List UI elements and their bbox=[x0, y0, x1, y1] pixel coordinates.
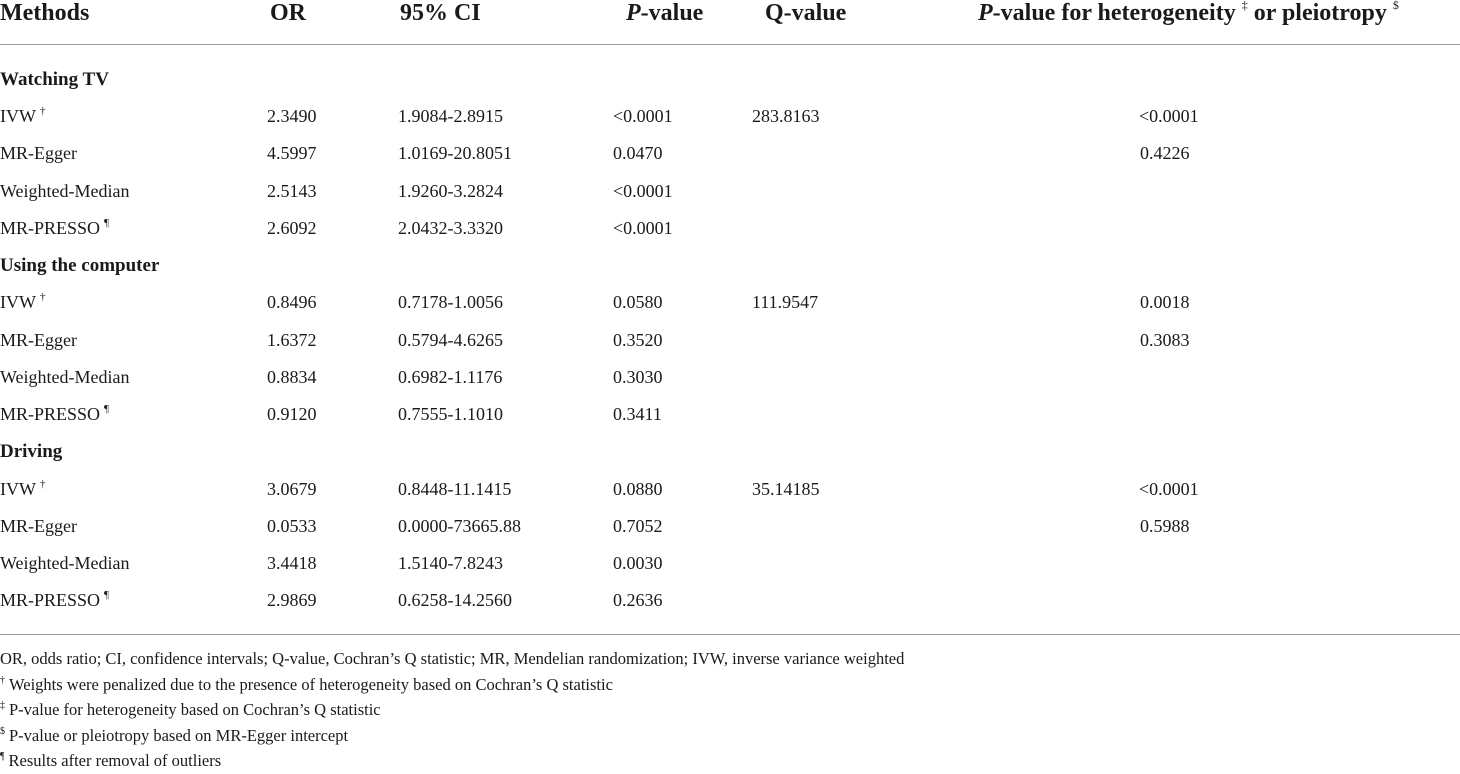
footnote-text: OR, odds ratio; CI, confidence intervals; Q-value, Cochran’s Q statistic; MR, Mendelian randomization; IVW, inverse variance weighted bbox=[0, 649, 905, 668]
cell-ci: 1.0169-20.8051 bbox=[398, 143, 512, 164]
footnote-text: Weights were penalized due to the presence of heterogeneity based on Cochran’s Q statistic bbox=[9, 674, 613, 694]
cell-q-value bbox=[724, 359, 887, 396]
footnote bbox=[0, 723, 1460, 749]
cell-or: 3.0679 bbox=[267, 478, 317, 499]
method-label: IVW bbox=[0, 106, 36, 127]
footnote bbox=[0, 697, 1460, 723]
method-label: Weighted-Median bbox=[0, 553, 130, 574]
cell-p-value: <0.0001 bbox=[613, 180, 673, 201]
header-het-mark1: ‡ bbox=[1241, 0, 1248, 12]
table-bottom-rule bbox=[0, 620, 1460, 635]
footnote bbox=[0, 672, 1460, 698]
cell-heterogeneity bbox=[887, 173, 1460, 210]
footnote-mark: ¶ bbox=[0, 751, 5, 762]
cell-method bbox=[0, 98, 215, 135]
header-q-value: Q-value bbox=[724, 0, 887, 45]
method-label: IVW bbox=[0, 292, 36, 313]
table-row bbox=[0, 321, 1460, 358]
cell-method bbox=[0, 545, 215, 582]
footnote-text: P-value for heterogeneity based on Cochran’s Q statistic bbox=[9, 700, 381, 719]
cell-q-value bbox=[724, 508, 887, 545]
footnote-text: Results after removal of outliers bbox=[8, 751, 222, 770]
method-label: MR-PRESSO bbox=[0, 218, 101, 239]
method-label: Weighted-Median bbox=[0, 180, 130, 201]
cell-q-value bbox=[724, 582, 887, 619]
cell-ci: 1.5140-7.8243 bbox=[398, 553, 503, 574]
cell-or: 0.8496 bbox=[267, 292, 317, 313]
table-row bbox=[0, 135, 1460, 172]
table-row bbox=[0, 173, 1460, 210]
cell-ci: 0.6258-14.2560 bbox=[398, 590, 512, 611]
group-row bbox=[0, 247, 1460, 284]
cell-method bbox=[0, 508, 215, 545]
cell-method bbox=[0, 210, 215, 247]
method-mark: ¶ bbox=[104, 403, 110, 416]
group-row bbox=[0, 433, 1460, 470]
cell-ci: 0.7178-1.0056 bbox=[398, 292, 503, 313]
cell-method bbox=[0, 359, 215, 396]
cell-q-value bbox=[724, 210, 887, 247]
cell-or: 4.5997 bbox=[267, 143, 317, 164]
method-label: MR-PRESSO bbox=[0, 590, 101, 611]
cell-heterogeneity bbox=[887, 582, 1460, 619]
cell-q-value: 111.9547 bbox=[752, 292, 819, 313]
group-row bbox=[0, 61, 1460, 98]
cell-heterogeneity bbox=[887, 359, 1460, 396]
table-row bbox=[0, 210, 1460, 247]
table-row bbox=[0, 396, 1460, 433]
cell-or: 1.6372 bbox=[267, 329, 317, 350]
cell-heterogeneity: 0.4226 bbox=[1140, 143, 1190, 164]
footnote-mark: $ bbox=[0, 725, 5, 737]
cell-heterogeneity: <0.0001 bbox=[1139, 478, 1199, 499]
cell-heterogeneity: 0.0018 bbox=[1140, 292, 1190, 313]
cell-p-value: 0.0580 bbox=[613, 292, 663, 313]
cell-or: 2.9869 bbox=[267, 590, 317, 611]
cell-heterogeneity: 0.5988 bbox=[1140, 515, 1190, 536]
table-row bbox=[0, 582, 1460, 619]
group-title: Driving bbox=[0, 440, 63, 462]
header-row bbox=[0, 0, 1460, 45]
cell-p-value: 0.2636 bbox=[613, 590, 663, 611]
cell-method bbox=[0, 396, 215, 433]
cell-q-value bbox=[724, 173, 887, 210]
method-label: MR-Egger bbox=[0, 143, 77, 164]
header-or: OR bbox=[215, 0, 370, 45]
method-label: MR-PRESSO bbox=[0, 404, 101, 425]
cell-ci: 0.0000-73665.88 bbox=[398, 515, 521, 536]
cell-q-value bbox=[724, 321, 887, 358]
cell-ci: 2.0432-3.3320 bbox=[398, 218, 503, 239]
cell-method bbox=[0, 173, 215, 210]
header-het-p-italic: P bbox=[978, 0, 993, 26]
header-het-mark2: $ bbox=[1392, 0, 1399, 12]
cell-or: 2.3490 bbox=[267, 106, 317, 127]
cell-or: 2.6092 bbox=[267, 218, 317, 239]
cell-q-value bbox=[724, 396, 887, 433]
cell-p-value: 0.3030 bbox=[613, 366, 663, 387]
cell-q-value: 35.14185 bbox=[752, 478, 820, 499]
header-ci: 95% CI bbox=[370, 0, 586, 45]
cell-heterogeneity bbox=[887, 396, 1460, 433]
footnote bbox=[0, 646, 1460, 672]
cell-ci: 1.9084-2.8915 bbox=[398, 106, 503, 127]
method-label: Weighted-Median bbox=[0, 366, 130, 387]
table-row bbox=[0, 284, 1460, 321]
header-p-rest: -value bbox=[640, 0, 704, 26]
table-row bbox=[0, 545, 1460, 582]
table-footnotes bbox=[0, 646, 1460, 774]
table-row bbox=[0, 359, 1460, 396]
footnote bbox=[0, 748, 1460, 774]
method-mark: ¶ bbox=[104, 589, 110, 602]
group-title: Watching TV bbox=[0, 68, 109, 90]
cell-heterogeneity: <0.0001 bbox=[1139, 106, 1199, 127]
cell-or: 0.8834 bbox=[267, 366, 317, 387]
header-p-value bbox=[586, 0, 724, 45]
header-het-part1: -value for heterogeneity bbox=[992, 0, 1236, 26]
cell-or: 0.9120 bbox=[267, 404, 317, 425]
method-label: MR-Egger bbox=[0, 515, 77, 536]
cell-method bbox=[0, 470, 215, 507]
cell-method bbox=[0, 582, 215, 619]
table-row bbox=[0, 98, 1460, 135]
cell-p-value: 0.3520 bbox=[613, 329, 663, 350]
cell-ci: 0.6982-1.1176 bbox=[398, 366, 503, 387]
footnote-mark: ‡ bbox=[0, 700, 5, 711]
cell-or: 0.0533 bbox=[267, 515, 317, 536]
cell-ci: 0.7555-1.1010 bbox=[398, 404, 503, 425]
cell-ci: 1.9260-3.2824 bbox=[398, 180, 503, 201]
method-mark: ¶ bbox=[104, 217, 110, 230]
footnote-mark: † bbox=[0, 674, 5, 686]
cell-method bbox=[0, 284, 215, 321]
method-mark: † bbox=[39, 105, 46, 118]
spacer-row bbox=[0, 45, 1460, 62]
cell-heterogeneity bbox=[887, 545, 1460, 582]
header-methods: Methods bbox=[0, 0, 215, 45]
header-p-italic: P bbox=[626, 0, 641, 26]
table-body bbox=[0, 45, 1460, 635]
footnote-text: P-value or pleiotropy based on MR-Egger intercept bbox=[9, 725, 349, 745]
cell-p-value: 0.0470 bbox=[613, 143, 663, 164]
method-label: MR-Egger bbox=[0, 329, 77, 350]
cell-method bbox=[0, 321, 215, 358]
cell-q-value bbox=[724, 545, 887, 582]
header-het-part2: or pleiotropy bbox=[1247, 0, 1387, 26]
cell-heterogeneity bbox=[887, 210, 1460, 247]
method-mark: † bbox=[39, 291, 46, 304]
table-row bbox=[0, 508, 1460, 545]
cell-or: 3.4418 bbox=[267, 553, 317, 574]
cell-q-value: 283.8163 bbox=[752, 106, 820, 127]
cell-or: 2.5143 bbox=[267, 180, 317, 201]
cell-p-value: 0.0880 bbox=[613, 478, 663, 499]
table-row bbox=[0, 470, 1460, 507]
group-title: Using the computer bbox=[0, 254, 160, 276]
cell-q-value bbox=[724, 135, 887, 172]
header-heterogeneity bbox=[887, 0, 1460, 45]
method-label: IVW bbox=[0, 478, 36, 499]
cell-p-value: <0.0001 bbox=[613, 218, 673, 239]
method-mark: † bbox=[39, 477, 46, 490]
cell-p-value: 0.3411 bbox=[613, 404, 662, 425]
cell-heterogeneity: 0.3083 bbox=[1140, 329, 1190, 350]
cell-ci: 0.5794-4.6265 bbox=[398, 329, 503, 350]
cell-p-value: 0.7052 bbox=[613, 515, 663, 536]
cell-ci: 0.8448-11.1415 bbox=[398, 478, 512, 499]
cell-p-value: <0.0001 bbox=[613, 106, 673, 127]
cell-method bbox=[0, 135, 215, 172]
cell-p-value: 0.0030 bbox=[613, 553, 663, 574]
